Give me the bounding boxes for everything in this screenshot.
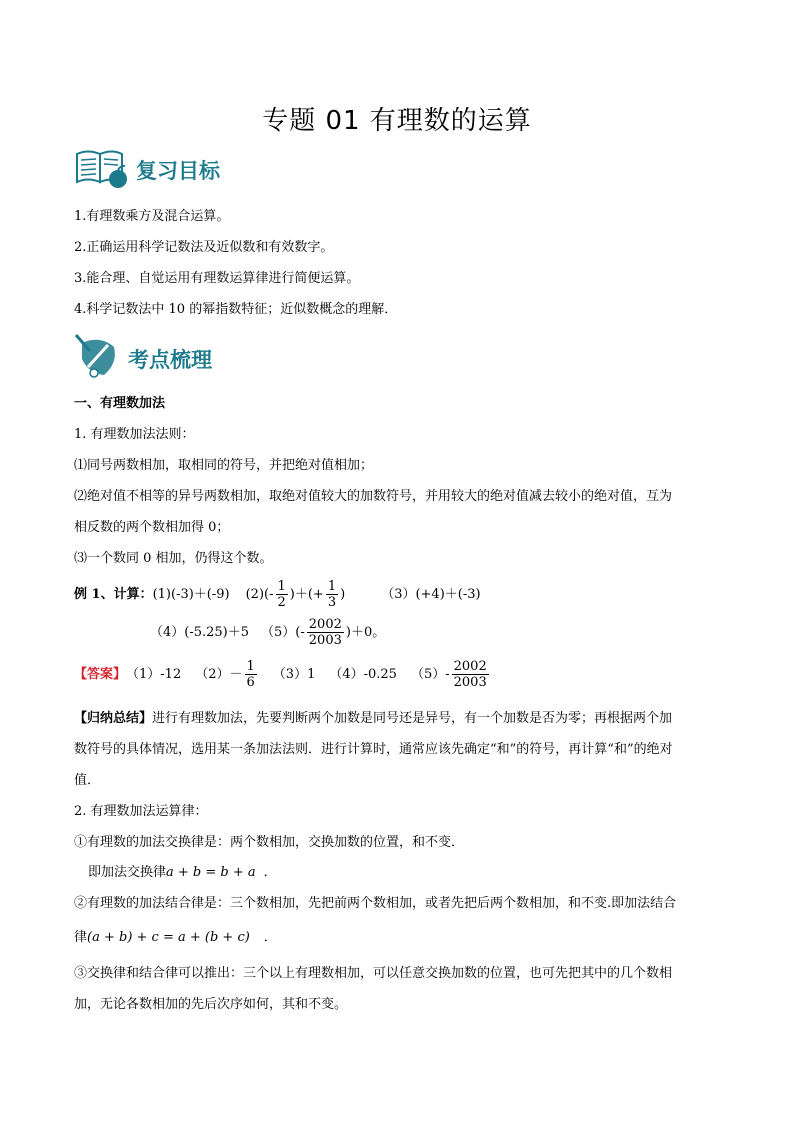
fraction-numerator: 2002 — [453, 659, 487, 674]
fraction-answer-2002-2003 — [452, 660, 489, 689]
summary-line-1 — [74, 712, 672, 725]
law-1-formula: a + b = b + a — [166, 865, 256, 880]
fraction-denominator: 2 — [277, 595, 286, 610]
rule-2-line-2: 相反数的两个数相加得 0； — [74, 520, 230, 535]
example-1-line-2 — [150, 618, 385, 647]
summary-label: 【归纳总结】 — [74, 711, 153, 726]
law-2-line-2 — [74, 931, 277, 944]
example-q2-pre: (2)(- — [245, 587, 274, 602]
summary-text-1: 进行有理数加法，先要判断两个加数是同号还是异号，有一个加数是否为零；再根据两个加 — [152, 711, 673, 726]
answer-label: 【答案】 — [74, 667, 127, 682]
answer-2: （2）－ — [195, 667, 243, 682]
fraction-denominator: 2003 — [453, 675, 487, 690]
answer-1: （1）-12 — [126, 667, 182, 682]
law-2-line-1: ②有理数的加法结合律是：三个数相加，先把前两个数相加，或者先把后两个数相加，和不变.即加法结合 — [74, 896, 677, 911]
review-heading — [74, 146, 220, 194]
summary-line-3: 值． — [74, 773, 101, 788]
review-item-2: 2.正确运用科学记数法及近似数和有效数字。 — [74, 240, 334, 255]
example-q2-post: ) — [340, 587, 346, 602]
answer-5: （5）- — [410, 667, 450, 682]
review-heading-label: 复习目标 — [136, 159, 220, 183]
law-1-formula-pre: 即加法交换律 — [88, 865, 167, 880]
fraction-denominator: 3 — [327, 595, 337, 610]
section-1-title: 一、有理数加法 — [74, 396, 166, 411]
fraction-one-third — [326, 580, 338, 609]
fraction-one-half — [276, 580, 288, 609]
fraction-one-sixth — [245, 660, 257, 689]
answer-line — [74, 660, 491, 689]
law-3-line-1: ③交换律和结合律可以推出：三个以上有理数相加，可以任意交换加数的位置，也可先把其中的几个数相 — [74, 966, 673, 981]
law-2-end: ． — [263, 930, 277, 945]
example-q4: （4）(-5.25)＋5 — [150, 625, 250, 640]
fraction-2002-2003 — [307, 618, 344, 647]
fraction-denominator: 6 — [246, 675, 255, 690]
example-1-line-1 — [74, 580, 481, 609]
laws-title: 2. 有理数加法运算律： — [74, 804, 208, 819]
answer-3: （3）1 — [272, 667, 316, 682]
example-q5-pre: （5）(- — [261, 625, 305, 640]
rule-3: ⑶一个数同 0 相加，仍得这个数。 — [74, 551, 273, 566]
fraction-denominator: 2003 — [308, 633, 342, 648]
law-1-end: ． — [263, 865, 277, 880]
rule-2-line-1: ⑵绝对值不相等的异号两数相加，取绝对值较大的加数符号，并用较大的绝对值减去较小的绝对值，互为 — [74, 489, 673, 504]
review-item-1: 1.有理数乘方及混合运算。 — [74, 209, 230, 224]
law-1-formula-line — [88, 866, 277, 879]
example-q5-post: )＋0。 — [345, 625, 386, 640]
fraction-numerator: 2002 — [308, 617, 342, 632]
points-heading-label: 考点梳理 — [128, 348, 212, 372]
law-1: ①有理数的加法交换律是：两个数相加，交换加数的位置，和不变． — [74, 835, 465, 850]
summary-line-2: 数符号的具体情况，选用某一条加法法则．进行计算时，通常应该先确定“和”的符号，再计算“和”的绝对 — [74, 742, 673, 757]
page-title: 专题 01 有理数的运算 — [262, 106, 532, 136]
rule-1: ⑴同号两数相加，取相同的符号，并把绝对值相加； — [74, 458, 374, 473]
fraction-numerator: 1 — [327, 579, 337, 594]
law-3-line-2: 加，无论各数相加的先后次序如何，其和不变。 — [74, 997, 348, 1012]
example-q2-mid: )＋(+ — [289, 587, 324, 602]
points-heading — [74, 333, 212, 385]
example-q1: (1)(-3)＋(-9) — [152, 587, 230, 602]
law-2-pre: 律 — [74, 930, 88, 945]
review-item-4: 4.科学记数法中 10 的幂指数特征；近似数概念的理解． — [74, 302, 398, 317]
pen-leaf-icon — [74, 333, 124, 385]
fraction-numerator: 1 — [246, 659, 255, 674]
fraction-numerator: 1 — [277, 579, 286, 594]
book-icon — [74, 146, 132, 194]
review-item-3: 3.能合理、自觉运用有理数运算律进行简便运算。 — [74, 271, 360, 286]
law-2-formula: (a + b) + c = a + (b + c) — [87, 930, 250, 945]
answer-4: （4）-0.25 — [329, 667, 397, 682]
rule-title: 1. 有理数加法法则： — [74, 427, 195, 442]
example-q3: （3）(+4)＋(-3) — [381, 587, 481, 602]
example-label: 例 1、计算： — [74, 587, 153, 602]
